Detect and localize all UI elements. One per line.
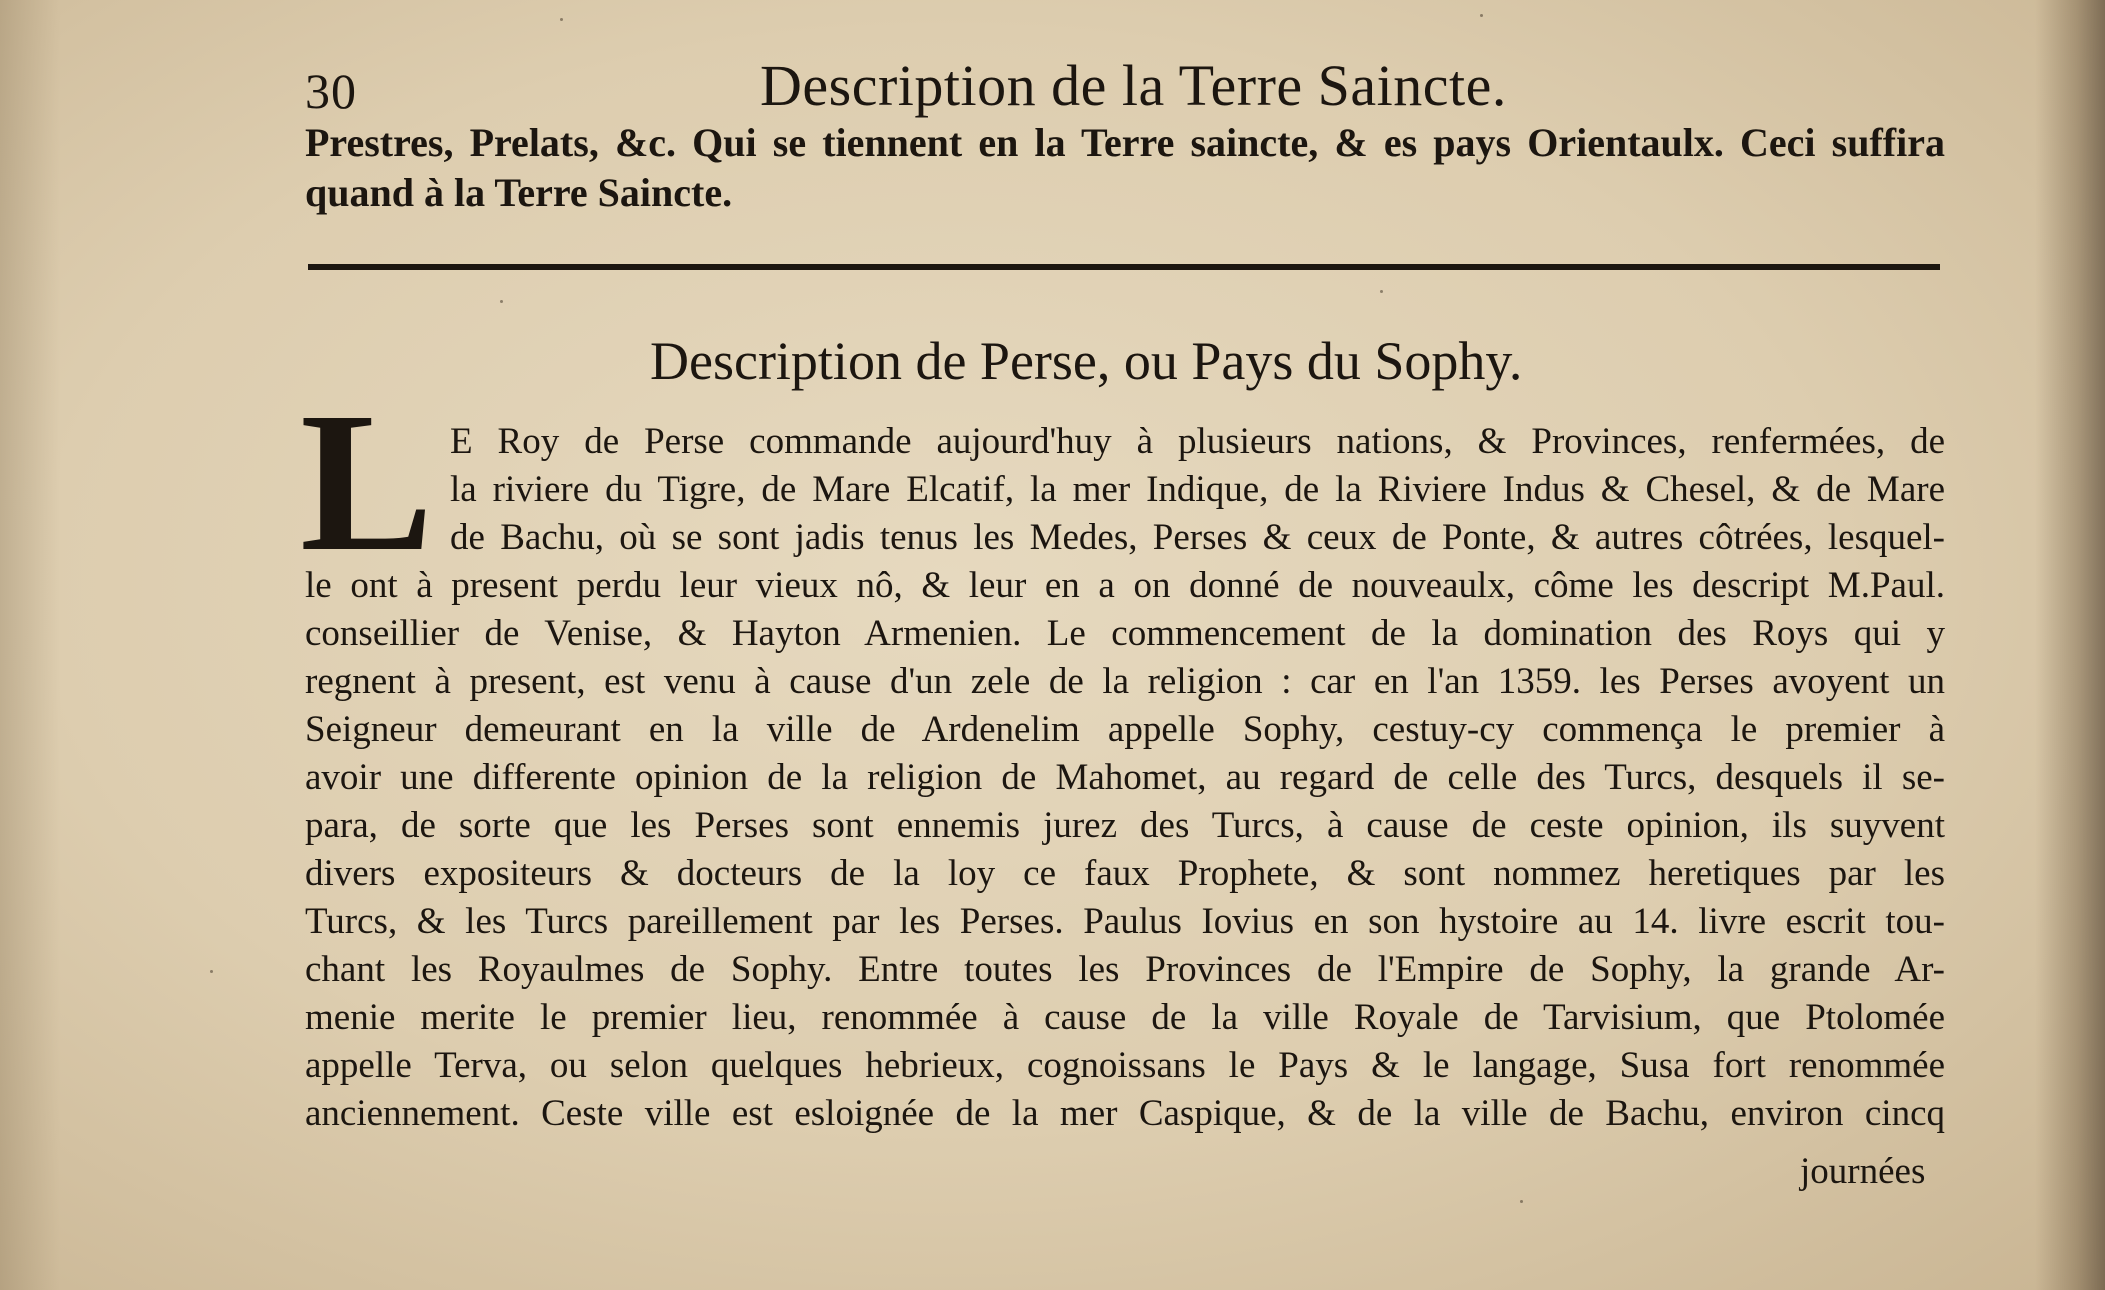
section-divider-rule xyxy=(308,264,1940,270)
body-line: le ont à present perdu leur vieux nô, & leur en a on donné de nouveaulx, côme les descript M.Paul. xyxy=(305,565,1945,606)
ink-fleck xyxy=(1380,290,1383,293)
body-line: avoir une differente opinion de la religion de Mahomet, au regard de celle des Turcs, desquels il se- xyxy=(305,757,1945,798)
body-line: la riviere du Tigre, de Mare Elcatif, la mer Indique, de la Riviere Indus & Chesel, & de Mare xyxy=(450,469,1945,510)
ink-fleck xyxy=(210,970,213,973)
ink-fleck xyxy=(560,18,563,21)
ink-fleck xyxy=(500,300,503,303)
section-title: Description de Perse, ou Pays du Sophy. xyxy=(650,331,1523,391)
ink-fleck xyxy=(1480,14,1483,17)
body-line: conseillier de Venise, & Hayton Armenien. Le commencement de la domination des Roys qui y xyxy=(305,613,1945,654)
ink-fleck xyxy=(1520,1200,1523,1203)
previous-section-ending: Prestres, Prelats, &c. Qui se tiennent en la Terre saincte, & es pays Orientaulx. Ceci suffira quand à la Terre Saincte. xyxy=(305,120,1945,215)
body-line: chant les Royaulmes de Sophy. Entre toutes les Provinces de l'Empire de Sophy, la grande Ar- xyxy=(305,949,1945,990)
body-line: para, de sorte que les Perses sont ennemis jurez des Turcs, à cause de ceste opinion, ils suyvent xyxy=(305,805,1945,846)
running-title: Description de la Terre Saincte. xyxy=(760,53,1507,118)
body-line: Seigneur demeurant en la ville de Ardenelim appelle Sophy, cestuy-cy commença le premier à xyxy=(305,709,1945,750)
body-line: anciennement. Ceste ville est esloignée de la mer Caspique, & de la ville de Bachu, environ cincq xyxy=(305,1093,1945,1134)
body-line: Turcs, & les Turcs pareillement par les Perses. Paulus Iovius en son hystoire au 14. livre escrit tou- xyxy=(305,901,1945,942)
catchword: journées xyxy=(1800,1151,1926,1192)
body-line: appelle Terva, ou selon quelques hebrieux, cognoissans le Pays & le langage, Susa fort renommée xyxy=(305,1045,1945,1086)
body-line: de Bachu, où se sont jadis tenus les Medes, Perses & ceux de Ponte, & autres côtrées, lesquel- xyxy=(450,517,1945,558)
page-gutter-shadow xyxy=(0,0,60,1290)
page-edge-shadow xyxy=(2035,0,2105,1290)
body-line: menie merite le premier lieu, renommée à cause de la ville Royale de Tarvisium, que Ptolomée xyxy=(305,997,1945,1038)
body-line: divers expositeurs & docteurs de la loy ce faux Prophete, & sont nommez heretiques par les xyxy=(305,853,1945,894)
body-line: E Roy de Perse commande aujourd'huy à plusieurs nations, & Provinces, renfermées, de xyxy=(450,421,1945,462)
body-line: regnent à present, est venu à cause d'un zele de la religion : car en l'an 1359. les Perses avoyent un xyxy=(305,661,1945,702)
drop-cap-initial: L xyxy=(300,372,434,593)
page-number: 30 xyxy=(305,63,357,119)
